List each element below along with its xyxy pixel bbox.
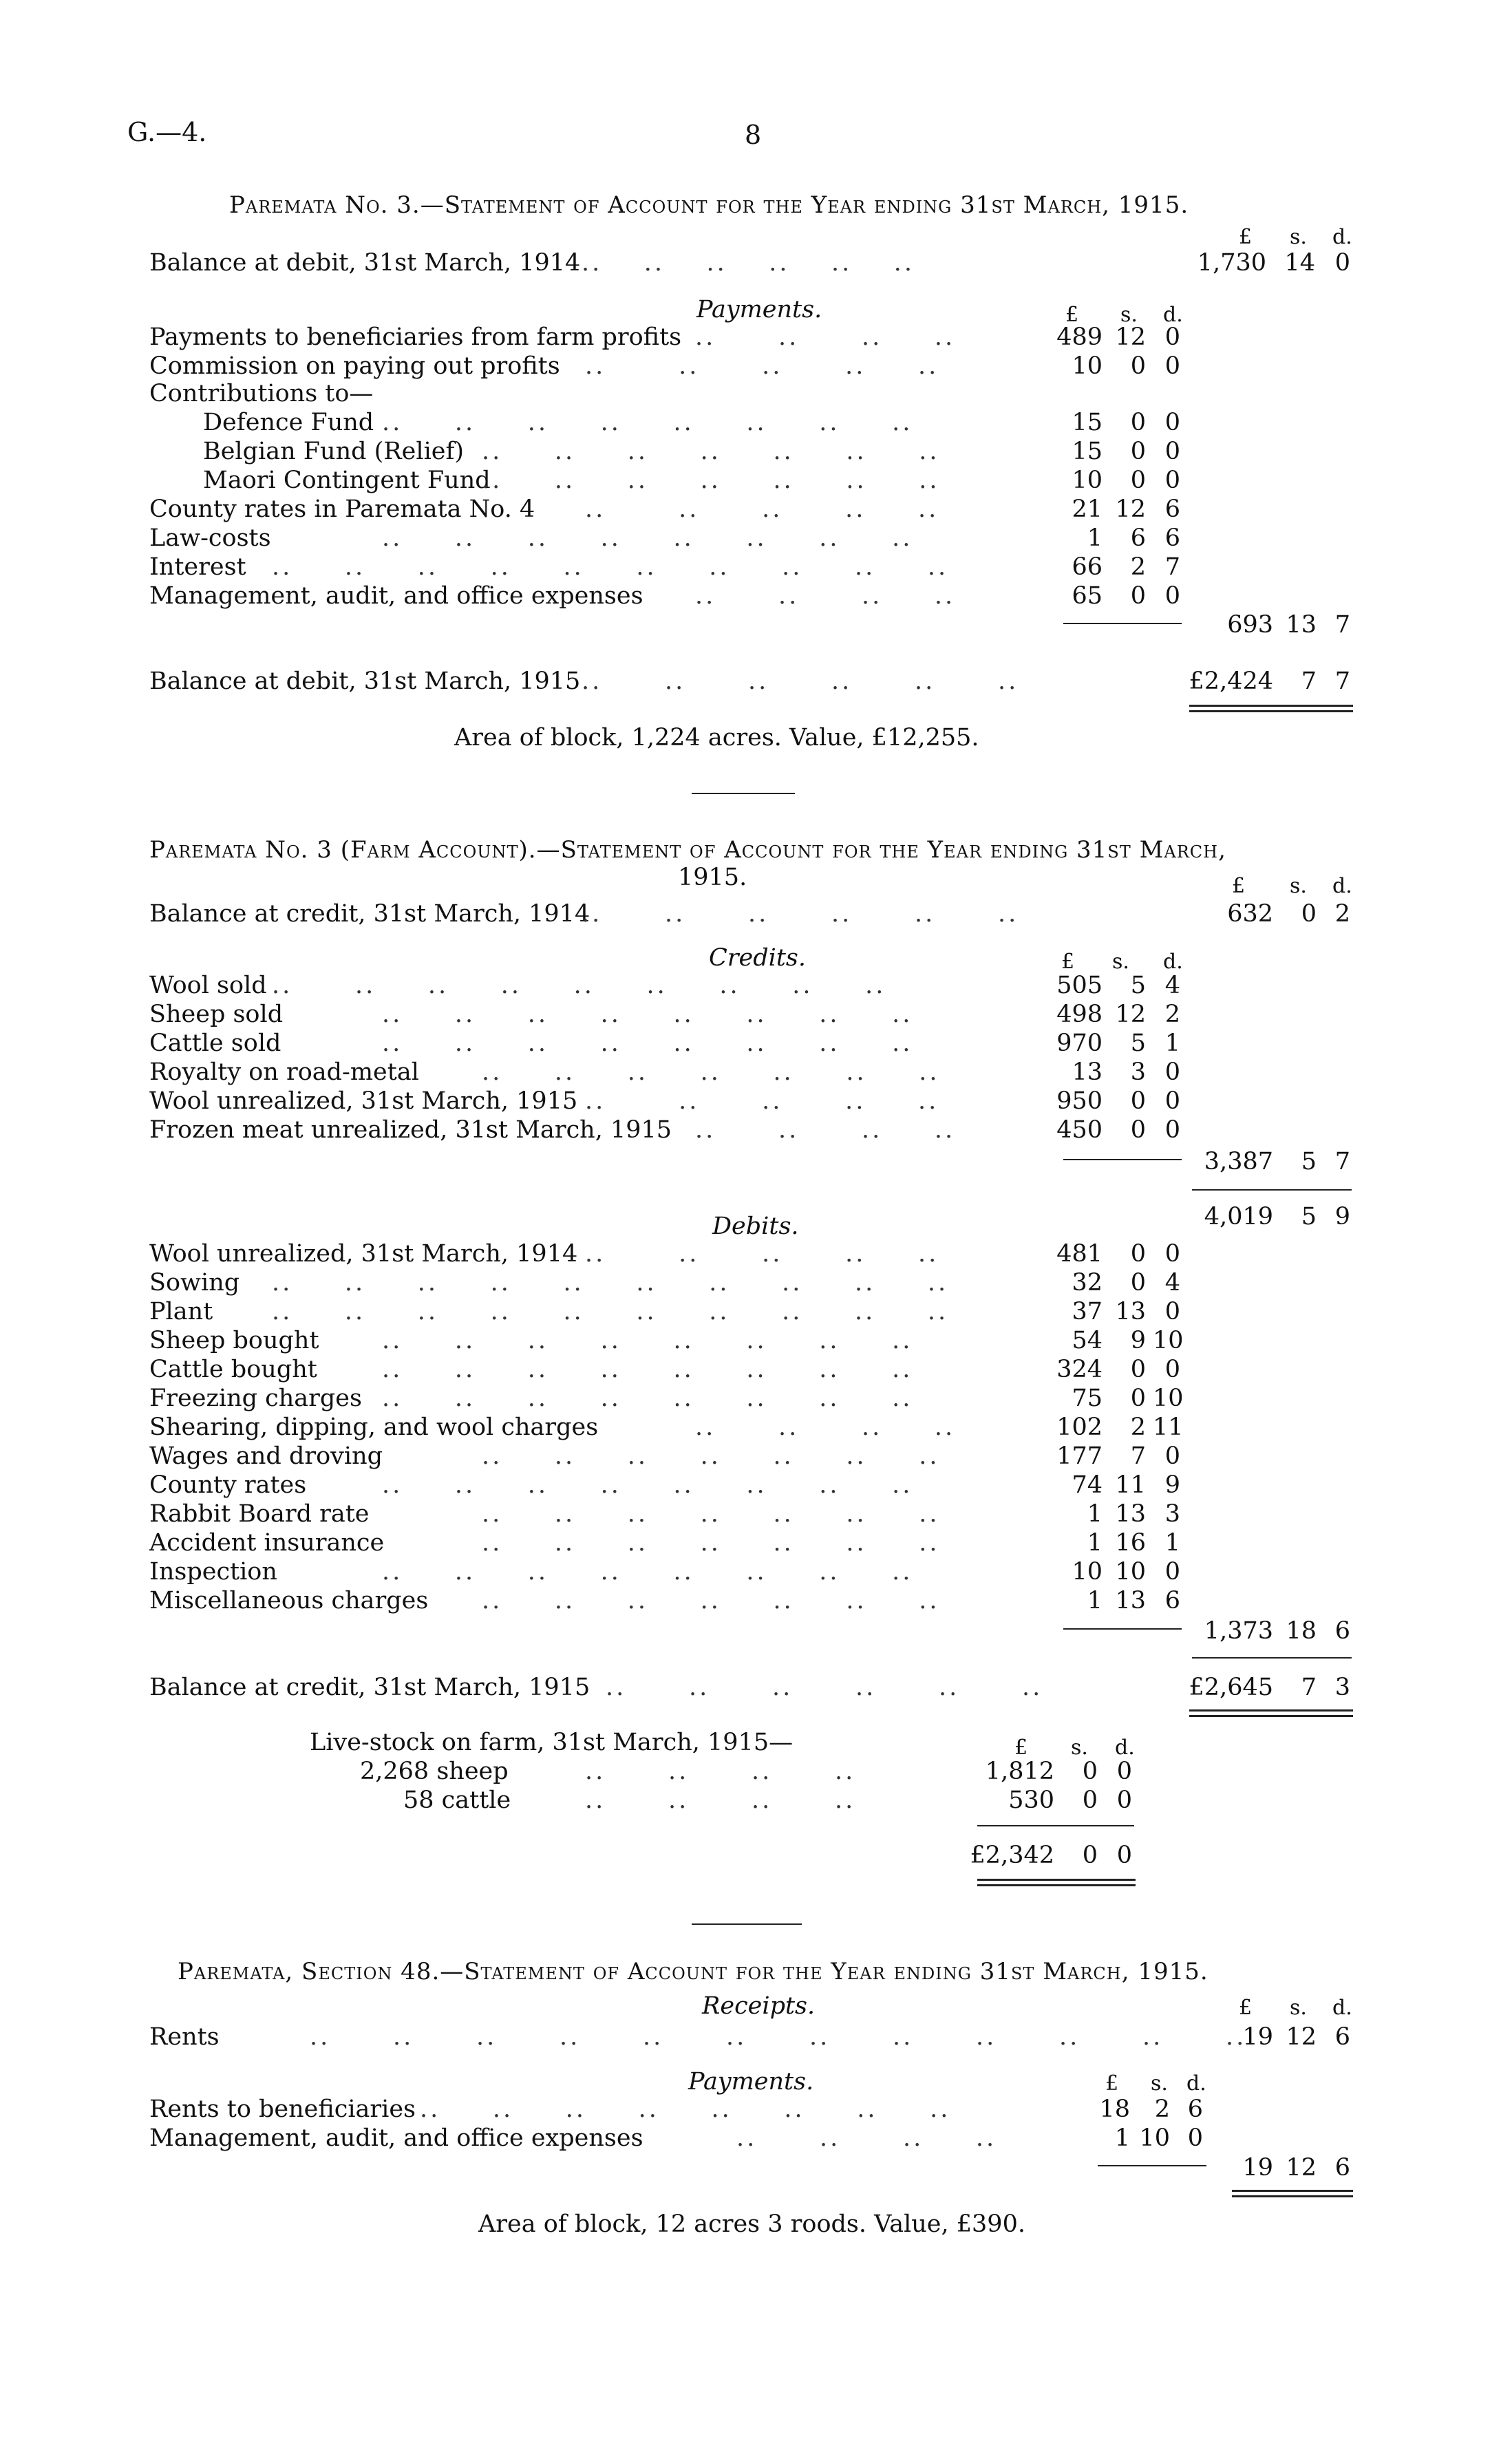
combined-total-shillings: 5 (1301, 1203, 1317, 1230)
debit-row-pounds: 37 (1072, 1298, 1103, 1325)
section1-row-shillings: 0 (1130, 409, 1146, 436)
debit-row-pence: 3 (1164, 1500, 1180, 1528)
debit-row-pence: 0 (1164, 1298, 1180, 1325)
double-rule (1232, 2190, 1353, 2197)
section2-head-pence: d. (1332, 874, 1352, 898)
debit-row-label: Accident insurance (149, 1529, 385, 1557)
section1-footer: Area of block, 1,224 acres. Value, £12,255. (454, 724, 979, 751)
section3-inner-head-pence: d. (1186, 2071, 1206, 2096)
section2-inner-head-shillings: s. (1112, 950, 1129, 974)
section2-closing-pounds: £2,645 (1189, 1674, 1273, 1701)
leader-dots: .. .. .. .. (695, 323, 956, 351)
payment-row-pounds: 18 (1099, 2096, 1130, 2123)
section1-row-pence: 0 (1164, 582, 1180, 610)
section-divider (692, 793, 795, 794)
credit-row-shillings: 5 (1130, 1030, 1146, 1057)
section3-head-shillings: s. (1290, 1996, 1307, 2020)
section2-head-shillings: s. (1290, 874, 1307, 898)
leader-dots: .. .. .. .. .. .. .. (482, 1442, 940, 1470)
leader-dots: .. .. .. .. .. .. (582, 249, 915, 277)
section1-inner-head-pounds: £ (1065, 303, 1079, 327)
section3-payments-heading: Payments. (688, 2068, 814, 2096)
section1-closing-pence: 7 (1334, 668, 1350, 695)
section2-title: Paremata No. 3 (Farm Account).—Statement of Account for the Year ending 31st March, (149, 836, 1226, 864)
debit-row-pence: 0 (1164, 1442, 1180, 1470)
debit-row-shillings: 13 (1115, 1587, 1146, 1614)
credit-row-label: Frozen meat unrealized, 31st March, 1915 (149, 1116, 672, 1144)
section1-row-shillings: 12 (1115, 495, 1146, 523)
section1-row-label: Maori Contingent Fund (203, 467, 491, 494)
section1-head-pence: d. (1332, 225, 1352, 249)
total-rule (1192, 1657, 1352, 1659)
section1-row-pence: 6 (1164, 495, 1180, 523)
section3-title: Paremata, Section 48.—Statement of Account for the Year ending 31st March, 1915. (178, 1958, 1208, 1985)
debit-row-shillings: 10 (1115, 1558, 1146, 1586)
section1-row-pence: 0 (1164, 438, 1180, 465)
leader-dots: .. .. .. .. (736, 2124, 997, 2152)
leader-dots: .. .. .. .. .. .. .. .. (382, 1558, 913, 1586)
credit-row-pence: 0 (1164, 1087, 1180, 1115)
leader-dots: .. .. .. .. .. .. .. (482, 438, 940, 465)
leader-dots: .. .. .. .. .. .. .. .. (382, 1356, 913, 1383)
leader-dots: .. .. .. .. .. .. .. (482, 1500, 940, 1528)
section1-row-pounds: 15 (1072, 409, 1103, 436)
credit-row-shillings: 12 (1115, 1001, 1146, 1028)
debit-row-label: Wool unrealized, 31st March, 1914 (149, 1240, 578, 1268)
section1-head-pounds: £ (1239, 225, 1253, 249)
leader-dots: .. .. .. .. .. .. (582, 668, 1019, 695)
subtotal-rule (1098, 2165, 1206, 2166)
section1-row-label: Commission on paying out profits (149, 352, 560, 380)
leader-dots: .. .. .. .. .. (585, 352, 939, 380)
credits-total-pounds: 3,387 (1204, 1148, 1273, 1175)
debit-row-label: Inspection (149, 1558, 277, 1586)
section1-row-label: Belgian Fund (Relief) (203, 438, 465, 465)
credit-row-pounds: 950 (1056, 1087, 1103, 1115)
section3-footer: Area of block, 12 acres 3 roods. Value, £390. (478, 2210, 1025, 2238)
section1-row-shillings: 0 (1130, 467, 1146, 494)
debit-row-label: Miscellaneous charges (149, 1587, 429, 1614)
section3-inner-head-shillings: s. (1151, 2071, 1168, 2096)
section2-opening-label: Balance at credit, 31st March, 1914 (149, 900, 590, 928)
section1-row-shillings: 0 (1130, 582, 1146, 610)
debit-row-pounds: 1 (1087, 1529, 1103, 1557)
leader-dots: .. .. .. .. .. (585, 1240, 939, 1268)
leader-dots: .. .. .. .. .. .. .. .. (420, 2096, 951, 2123)
section2-closing-label: Balance at credit, 31st March, 1915 (149, 1674, 590, 1701)
leader-dots: .. .. .. .. .. .. .. .. (382, 1001, 913, 1028)
section1-total-pounds: 693 (1227, 611, 1273, 639)
section1-closing-pounds: £2,424 (1189, 668, 1273, 695)
debit-row-label: Cattle bought (149, 1356, 317, 1383)
leader-dots: .. .. .. .. .. (585, 495, 939, 523)
section1-row-pounds: 489 (1056, 323, 1103, 351)
livestock-row-pounds: 530 (1008, 1787, 1054, 1814)
leader-dots: .. .. .. .. .. .. .. (482, 1058, 940, 1086)
section2-opening-shillings: 0 (1301, 900, 1317, 928)
credit-row-label: Royalty on road-metal (149, 1058, 419, 1086)
leader-dots: .. .. .. .. (695, 582, 956, 610)
section2-inner-head-pence: d. (1163, 950, 1183, 974)
debit-row-shillings: 2 (1130, 1414, 1146, 1441)
payment-row-label: Rents to beneficiaries (149, 2096, 416, 2123)
section1-row-label: Management, audit, and office expenses (149, 582, 643, 610)
total-rule (1192, 1189, 1352, 1191)
leader-dots: .. .. .. .. .. .. .. .. .. (272, 972, 886, 999)
credit-row-label: Wool unrealized, 31st March, 1915 (149, 1087, 578, 1115)
debit-row-label: Wages and droving (149, 1442, 383, 1470)
section2-opening-pounds: 632 (1227, 900, 1273, 928)
section2-debits-heading: Debits. (712, 1213, 799, 1240)
section1-inner-head-pence: d. (1163, 303, 1183, 327)
credit-row-pence: 1 (1164, 1030, 1180, 1057)
section3-total-pounds: 19 (1242, 2154, 1273, 2182)
debit-row-shillings: 9 (1130, 1327, 1146, 1354)
debit-row-pounds: 177 (1056, 1442, 1103, 1470)
receipt-row-pounds: 19 (1242, 2023, 1273, 2051)
credit-row-label: Wool sold (149, 972, 267, 999)
section1-total-shillings: 13 (1286, 611, 1317, 639)
section1-row-pence: 7 (1164, 553, 1180, 581)
section1-row-pounds: 10 (1072, 352, 1103, 380)
debit-row-label: Shearing, dipping, and wool charges (149, 1414, 599, 1441)
payment-row-pence: 0 (1187, 2124, 1203, 2152)
leader-dots: .. .. .. .. .. .. .. .. (382, 1385, 913, 1412)
livestock-head-pence: d. (1115, 1736, 1135, 1760)
section1-row-shillings: 0 (1130, 438, 1146, 465)
section1-opening-pence: 0 (1334, 249, 1350, 277)
livestock-row-label: 2,268 sheep (360, 1758, 509, 1785)
debit-row-pounds: 102 (1056, 1414, 1103, 1441)
section1-row-pounds: 66 (1072, 553, 1103, 581)
section1-row-shillings: 6 (1130, 524, 1146, 552)
livestock-row-label: 58 cattle (403, 1787, 511, 1814)
credit-row-pence: 2 (1164, 1001, 1180, 1028)
leader-dots: .. .. .. .. (585, 1758, 856, 1785)
section1-row-label: Law-costs (149, 524, 271, 552)
debit-row-pence: 0 (1164, 1356, 1180, 1383)
leader-dots: .. .. .. .. .. .. .. .. .. .. (272, 1298, 949, 1325)
section1-row-shillings: 0 (1130, 352, 1146, 380)
leader-dots: .. .. .. .. .. .. .. .. (382, 524, 913, 552)
credits-total-pence: 7 (1334, 1148, 1350, 1175)
livestock-heading: Live-stock on farm, 31st March, 1915— (310, 1729, 794, 1756)
double-rule (977, 1879, 1136, 1886)
credit-row-shillings: 3 (1130, 1058, 1146, 1086)
credit-row-pounds: 505 (1056, 972, 1103, 999)
section3-inner-head-pounds: £ (1105, 2071, 1119, 2096)
credit-row-label: Cattle sold (149, 1030, 281, 1057)
subtotal-rule (1063, 1159, 1182, 1160)
credit-row-shillings: 5 (1130, 972, 1146, 999)
section2-title-year: 1915. (678, 864, 747, 891)
debit-row-pence: 10 (1153, 1385, 1184, 1412)
credit-row-pounds: 498 (1056, 1001, 1103, 1028)
section1-total-pence: 7 (1334, 611, 1350, 639)
section1-title: Paremata No. 3.—Statement of Account for the Year ending 31st March, 1915. (229, 191, 1189, 219)
debit-row-pence: 6 (1164, 1587, 1180, 1614)
credit-row-pounds: 450 (1056, 1116, 1103, 1144)
leader-dots: .. .. .. .. (695, 1414, 956, 1441)
section1-head-shillings: s. (1290, 225, 1307, 249)
subtotal-rule (1063, 623, 1182, 624)
debit-row-pence: 10 (1153, 1327, 1184, 1354)
payment-row-pounds: 1 (1114, 2124, 1130, 2152)
section1-row-pence: 0 (1164, 409, 1180, 436)
section3-head-pounds: £ (1239, 1996, 1253, 2020)
debit-row-label: Sheep bought (149, 1327, 319, 1354)
debit-row-pounds: 1 (1087, 1587, 1103, 1614)
debit-row-label: Sowing (149, 1269, 240, 1297)
section1-inner-head-shillings: s. (1120, 303, 1138, 327)
debit-row-pence: 4 (1164, 1269, 1180, 1297)
debit-row-shillings: 13 (1115, 1298, 1146, 1325)
debits-total-pounds: 1,373 (1204, 1617, 1273, 1645)
subtotal-rule (977, 1825, 1134, 1826)
debit-row-pounds: 32 (1072, 1269, 1103, 1297)
debit-row-shillings: 16 (1115, 1529, 1146, 1557)
debit-row-pounds: 324 (1056, 1356, 1103, 1383)
debit-row-label: Freezing charges (149, 1385, 362, 1412)
payment-row-shillings: 2 (1154, 2096, 1170, 2123)
section1-opening-shillings: 14 (1284, 249, 1315, 277)
section2-credits-heading: Credits. (709, 944, 806, 972)
debit-row-pence: 0 (1164, 1558, 1180, 1586)
livestock-row-pounds: 1,812 (985, 1758, 1054, 1785)
debit-row-pounds: 10 (1072, 1558, 1103, 1586)
debit-row-pounds: 481 (1056, 1240, 1103, 1268)
leader-dots: .. .. .. .. .. .. .. (482, 467, 940, 494)
section1-closing-label: Balance at debit, 31st March, 1915 (149, 668, 581, 695)
leader-dots: .. .. .. .. .. .. .. .. .. .. (272, 553, 949, 581)
section1-closing-shillings: 7 (1301, 668, 1317, 695)
section1-row-label: Interest (149, 553, 246, 581)
credit-row-shillings: 0 (1130, 1087, 1146, 1115)
section3-total-shillings: 12 (1286, 2154, 1317, 2182)
section1-opening-pounds: 1,730 (1197, 249, 1266, 277)
debit-row-pence: 1 (1164, 1529, 1180, 1557)
leader-dots: .. .. .. .. .. .. .. .. (382, 409, 913, 436)
double-rule (1189, 1709, 1353, 1717)
credit-row-pence: 0 (1164, 1116, 1180, 1144)
section1-row-pounds: 15 (1072, 438, 1103, 465)
combined-total-pence: 9 (1334, 1203, 1350, 1230)
debit-row-pence: 0 (1164, 1240, 1180, 1268)
payment-row-label: Management, audit, and office expenses (149, 2124, 643, 2152)
section1-row-label: Defence Fund (203, 409, 374, 436)
section3-total-pence: 6 (1334, 2154, 1350, 2182)
debit-row-pounds: 54 (1072, 1327, 1103, 1354)
section2-inner-head-pounds: £ (1061, 950, 1075, 974)
debit-row-pounds: 75 (1072, 1385, 1103, 1412)
livestock-total-pence: 0 (1116, 1842, 1132, 1869)
section1-row-label: Contributions to— (149, 380, 374, 407)
page-number: 8 (745, 120, 762, 150)
section1-row-pounds: 65 (1072, 582, 1103, 610)
livestock-row-shillings: 0 (1082, 1758, 1098, 1785)
leader-dots: .. .. .. .. .. .. .. .. (382, 1030, 913, 1057)
section3-head-pence: d. (1332, 1996, 1352, 2020)
debit-row-label: County rates (149, 1471, 307, 1499)
section2-opening-pence: 2 (1334, 900, 1350, 928)
section1-row-pence: 0 (1164, 323, 1180, 351)
debit-row-pence: 11 (1153, 1414, 1184, 1441)
leader-dots: .. .. .. .. .. .. .. (482, 1587, 940, 1614)
debit-row-label: Rabbit Board rate (149, 1500, 370, 1528)
livestock-row-pence: 0 (1116, 1787, 1132, 1814)
section1-row-pence: 0 (1164, 467, 1180, 494)
section1-row-pounds: 10 (1072, 467, 1103, 494)
section1-row-label: Payments to beneficiaries from farm profits (149, 323, 682, 351)
debit-row-shillings: 13 (1115, 1500, 1146, 1528)
debit-row-shillings: 11 (1115, 1471, 1146, 1499)
leader-dots: .. .. .. .. .. .. (582, 900, 1019, 928)
credit-row-pounds: 13 (1072, 1058, 1103, 1086)
section1-row-pence: 0 (1164, 352, 1180, 380)
section1-payments-heading: Payments. (696, 296, 822, 323)
credits-total-shillings: 5 (1301, 1148, 1317, 1175)
livestock-row-pence: 0 (1116, 1758, 1132, 1785)
section1-row-label: County rates in Paremata No. 4 (149, 495, 535, 523)
debit-row-shillings: 7 (1130, 1442, 1146, 1470)
livestock-row-shillings: 0 (1082, 1787, 1098, 1814)
section2-closing-shillings: 7 (1301, 1674, 1317, 1701)
payment-row-pence: 6 (1187, 2096, 1203, 2123)
leader-dots: .. .. .. .. .. .. .. .. .. .. .. .. (310, 2023, 1247, 2051)
section1-row-shillings: 12 (1115, 323, 1146, 351)
section1-row-pence: 6 (1164, 524, 1180, 552)
debit-row-pounds: 1 (1087, 1500, 1103, 1528)
credit-row-shillings: 0 (1130, 1116, 1146, 1144)
section2-closing-pence: 3 (1334, 1674, 1350, 1701)
section3-receipts-heading: Receipts. (702, 1992, 816, 2020)
section1-row-shillings: 2 (1130, 553, 1146, 581)
section1-opening-label: Balance at debit, 31st March, 1914 (149, 249, 581, 277)
leader-dots: .. .. .. .. .. .. (606, 1674, 1043, 1701)
credit-row-pence: 0 (1164, 1058, 1180, 1086)
livestock-head-pounds: £ (1014, 1736, 1028, 1760)
report-reference: G.—4. (127, 117, 207, 147)
receipt-row-pence: 6 (1334, 2023, 1350, 2051)
section-divider (692, 1923, 802, 1925)
debits-total-shillings: 18 (1286, 1617, 1317, 1645)
debit-row-pounds: 74 (1072, 1471, 1103, 1499)
livestock-total-shillings: 0 (1082, 1842, 1098, 1869)
leader-dots: .. .. .. .. .. .. .. .. (382, 1471, 913, 1499)
leader-dots: .. .. .. .. .. .. .. .. .. .. (272, 1269, 949, 1297)
section1-row-pounds: 1 (1087, 524, 1103, 552)
double-rule (1189, 705, 1353, 712)
section1-row-pounds: 21 (1072, 495, 1103, 523)
livestock-total-pounds: £2,342 (970, 1842, 1054, 1869)
leader-dots: .. .. .. .. (695, 1116, 956, 1144)
credit-row-label: Sheep sold (149, 1001, 284, 1028)
debit-row-shillings: 0 (1130, 1385, 1146, 1412)
livestock-head-shillings: s. (1071, 1736, 1088, 1760)
credit-row-pounds: 970 (1056, 1030, 1103, 1057)
debit-row-shillings: 0 (1130, 1240, 1146, 1268)
debits-total-pence: 6 (1334, 1617, 1350, 1645)
section2-head-pounds: £ (1232, 874, 1246, 898)
credit-row-pence: 4 (1164, 972, 1180, 999)
debit-row-shillings: 0 (1130, 1269, 1146, 1297)
debit-row-label: Plant (149, 1298, 213, 1325)
leader-dots: .. .. .. .. .. .. .. .. (382, 1327, 913, 1354)
receipt-row-shillings: 12 (1286, 2023, 1317, 2051)
subtotal-rule (1063, 1628, 1182, 1630)
debit-row-shillings: 0 (1130, 1356, 1146, 1383)
combined-total-pounds: 4,019 (1204, 1203, 1273, 1230)
receipt-row-label: Rents (149, 2023, 220, 2051)
leader-dots: .. .. .. .. (585, 1787, 856, 1814)
leader-dots: .. .. .. .. .. .. .. (482, 1529, 940, 1557)
payment-row-shillings: 10 (1139, 2124, 1170, 2152)
leader-dots: .. .. .. .. .. (585, 1087, 939, 1115)
debit-row-pence: 9 (1164, 1471, 1180, 1499)
